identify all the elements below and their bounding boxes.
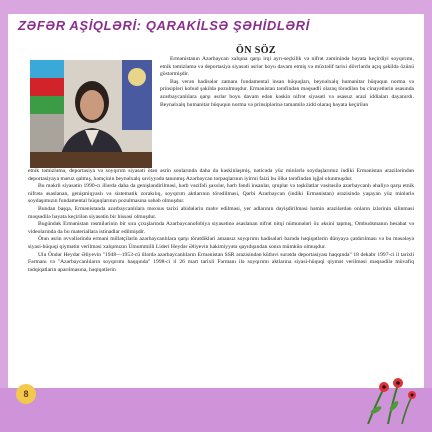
paragraph: Bugündək Ermənistan rəsmilərinin bir sıra çıxışlarında Azərbaycanofobiya siyasətinə əsaslanan nifrət nitqi nümunələri öz əksini tapmış, Ombudsmanın hesabat və videolarında da bu materiallara istinadlar edilmişdir. <box>28 221 414 235</box>
section-heading: ÖN SÖZ <box>236 45 276 56</box>
main-text <box>28 168 414 374</box>
paragraph: Ötən əsrin əvvəllərində erməni millətçilərin azərbaycanlılara qarşı törətdikləri amansız soyqırımı hadisələri barədə həqiqətlərin dünyaya çatdırılması və bu məsələyə siyasi-hüquqi qiymətin verilməsi xalqımızın Ümummilli Lideri Heydər Əliyevin hakimiyyətə qayıdışından sonra mümkün olmuşdur. <box>28 236 414 250</box>
paragraph: Ermənistanın Azərbaycan xalqına qarşı irqi ayrı-seçkilik və nifrət zəminində həyata keçirdiyi soyqırımı, etnik təmizləmə və deportasiya siyasəti əsrlər boyu davam etmiş və müxtəlif tarixi dövrlərdə açıq şəkildə özünü göstərmişdir. <box>160 56 414 78</box>
portrait-photo <box>30 60 152 168</box>
intro-text-column <box>160 56 414 168</box>
paragraph: Ulu Öndər Heydər Əliyevin "1948—1953-cü illərdə azərbaycanlıların Ermənistan SSR ərazisindən kütləvi surətdə deportasiyası haqqında" 18 dekabr 1997-ci il tarixli Fərmanı və "Azərbaycanlıların soyqırımı haqqında" 1998-ci il 26 mart tarixli Fərmanı ilə soyqırımı aktlarına siyasi-hüquqi qiymət verilməsi məqsədilə müvafiq tədqiqatların aparılmasına, həqiqətlərin <box>28 251 414 273</box>
frame-top <box>0 0 432 14</box>
paragraph: Baş verən hadisələr zamanı fundamental insan hüquqları, beynəlxalq humanitar hüququn norma və prinsipləri kobud şəkildə pozulmuşdur. Ermənistan tərəfindən məqsədli olaraq törədilən bu cinayətlərin əsasında azərbaycanlılara qarşı əsrlər boyu davam edən kəskin nifrət siyasəti və əsassız ərazi iddiaları dayanırdı. Beynəlxalq humanitar hüququn norma və prinsiplərinə tamamilə zidd olaraq həyata keçirilən <box>160 78 414 108</box>
portrait-illustration <box>30 60 152 168</box>
paragraph: Bundan başqa, Ermənistanda azərbaycanlılara məxsus tarixi abidələrin məhv edilməsi, yer adlarının dəyişdirilməsi həmin ərazilərdən onların izlərinin silinməsi məqsədilə həyata keçirilən siyasətin bir hissəsi olmuşdur. <box>28 205 414 220</box>
page-number-badge: 8 <box>16 384 36 404</box>
paragraph: etnik təmizləmə, deportasiya və soyqırım siyasəti ötən əsrin sonlarında daha da kəskinləşmiş, nəticədə yüz minlərlə soydaşlarımız indiki Ermənistan ərazilərindən deportasiyaya məruz qalmış, həmçinin beynəlxalq səviyyədə tanınmış Azərbaycan torpaqlarının iyirmi faizi bu ölkə tərəfindən işğal olunmuşdur. <box>28 168 414 182</box>
frame-left <box>0 0 8 432</box>
paragraph: Bu məkrli siyasətin 1990-cı illərdə daha da genişləndirilməsi, hərb vəzifəli şəxslər, hərb fəndi insanlar, qruplar və təşkilatlar vasitəsilə azərbaycanlı əhaliyə qarşı etnik nifrətə əsaslanan, genişmiqyaslı və sistematik zorakılıq, soyqırım aktlarının törədilməsi, Qərbi Azərbaycan (indiki Ermənistan) ərazisində yaşayan yüz minlərlə soydaşımızın fundamental hüquqlarının pozulmasına səbəb olmuşdur. <box>28 183 414 205</box>
page-title: ZƏFƏR AŞİQLƏRİ: QARAKİLSƏ ŞƏHİDLƏRİ <box>18 18 310 33</box>
flower-decoration-icon <box>358 374 418 424</box>
frame-right <box>424 0 432 432</box>
